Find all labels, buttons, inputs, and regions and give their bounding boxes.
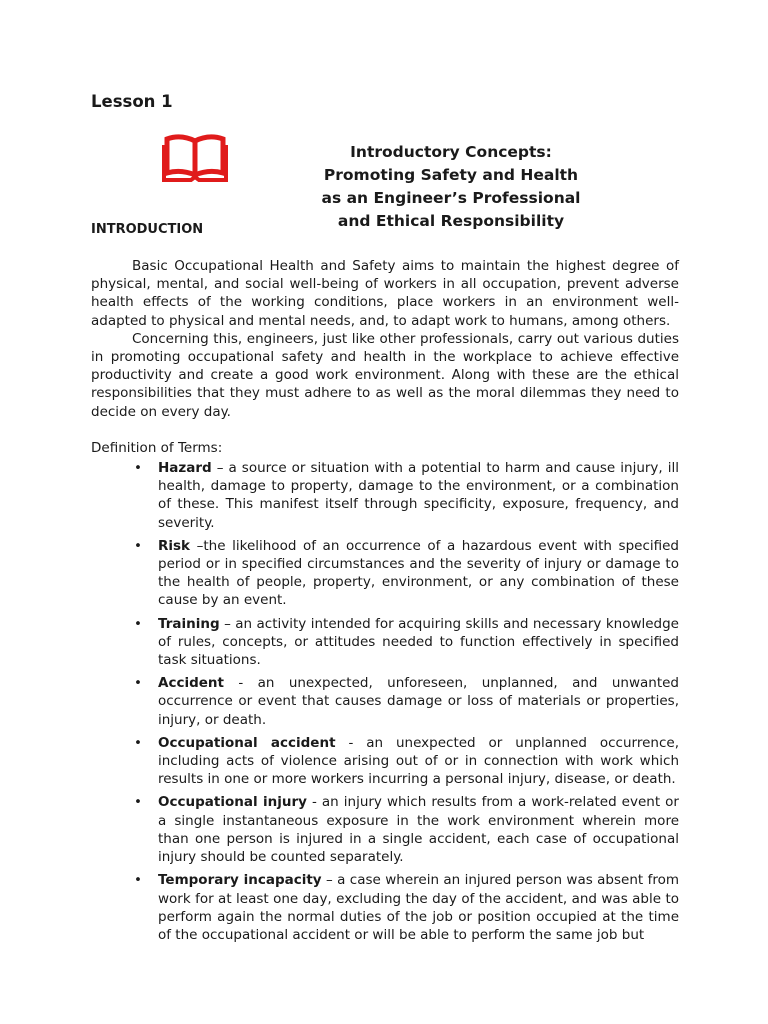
term-name: Risk [158, 537, 191, 554]
definition-item [134, 459, 679, 532]
title-line: Introductory Concepts: [350, 143, 552, 161]
introduction-heading: INTRODUCTION [91, 222, 204, 237]
term-definition: – a case wherein an injured person was absent from work for at least one day, excluding the day of the accident, and was able to perform again the normal duties of the job or position occupied at the time of the occupational accident or will be able to perform the same job but [158, 872, 679, 943]
intro-paragraph: Concerning this, engineers, just like other professionals, carry out various duties in promoting occupational safety and health in the workplace to achieve effective productivity and create a good work environment. Along with these are the ethical responsibilities that they must adhere to as well as the moral dilemmas they need to decide on every day. [91, 330, 679, 420]
bullet: • [134, 615, 142, 632]
term-name: Occupational injury [158, 794, 307, 811]
definition-item [134, 615, 679, 670]
definitions-list [91, 459, 679, 944]
term-name: Occupational accident [158, 734, 336, 751]
definition-item [134, 674, 679, 729]
open-book-icon [162, 133, 228, 183]
term-definition: - an unexpected or unplanned occurrence, including acts of violence arising out of or in connection with work which results in one or more workers incurring a personal injury, disease, or death. [158, 734, 679, 788]
term-definition: - an unexpected, unforeseen, unplanned, and unwanted occurrence or event that causes damage or loss of materials or properties, injury, or death. [158, 675, 679, 728]
definitions-label: Definition of Terms: [91, 439, 223, 456]
definition-item [134, 793, 679, 866]
definition-item [134, 871, 679, 944]
definition-item [134, 537, 679, 610]
bullet: • [134, 734, 142, 751]
title-line: Promoting Safety and Health [323, 166, 579, 184]
document-body [91, 257, 679, 949]
bullet: • [134, 794, 142, 811]
term-definition: - an injury which results from a work-related event or a single instantaneous exposure in the work environment wherein more than one person is injured in a single accident, each case of occupational injury should be counted separately. [158, 794, 679, 866]
lesson-label: Lesson 1 [91, 92, 173, 111]
bullet: • [134, 675, 142, 692]
definition-item [134, 734, 679, 789]
term-name: Training [158, 615, 220, 632]
term-definition: – an activity intended for acquiring skills and necessary knowledge of rules, concepts, or attitudes needed to function effectively in specified task situations. [158, 615, 679, 669]
bullet: • [134, 872, 142, 889]
bullet: • [134, 537, 142, 554]
term-definition: –the likelihood of an occurrence of a hazardous event with specified period or in specified circumstances and the severity of injury or damage to the health of people, property, environment, or any combination of these cause by an event. [158, 537, 679, 609]
term-name: Hazard [158, 460, 212, 477]
term-name: Accident [158, 675, 224, 692]
term-definition: – a source or situation with a potential to harm and cause injury, ill health, damage to property, damage to the environment, or a combination of these. This manifest itself through specificity, exposure, frequency, and severity. [158, 460, 679, 531]
bullet: • [134, 460, 142, 477]
intro-paragraph: Basic Occupational Health and Safety aims to maintain the highest degree of physical, mental, and social well-being of workers in all occupation, prevent adverse health effects of the working conditions, place workers in an environment well-adapted to physical and mental needs, and, to adapt work to humans, among others. [91, 258, 679, 329]
title-line: and Ethical Responsibility [337, 212, 565, 230]
term-name: Temporary incapacity [158, 872, 322, 889]
title-line: as an Engineer’s Professional [321, 189, 581, 207]
page-title [300, 141, 602, 233]
